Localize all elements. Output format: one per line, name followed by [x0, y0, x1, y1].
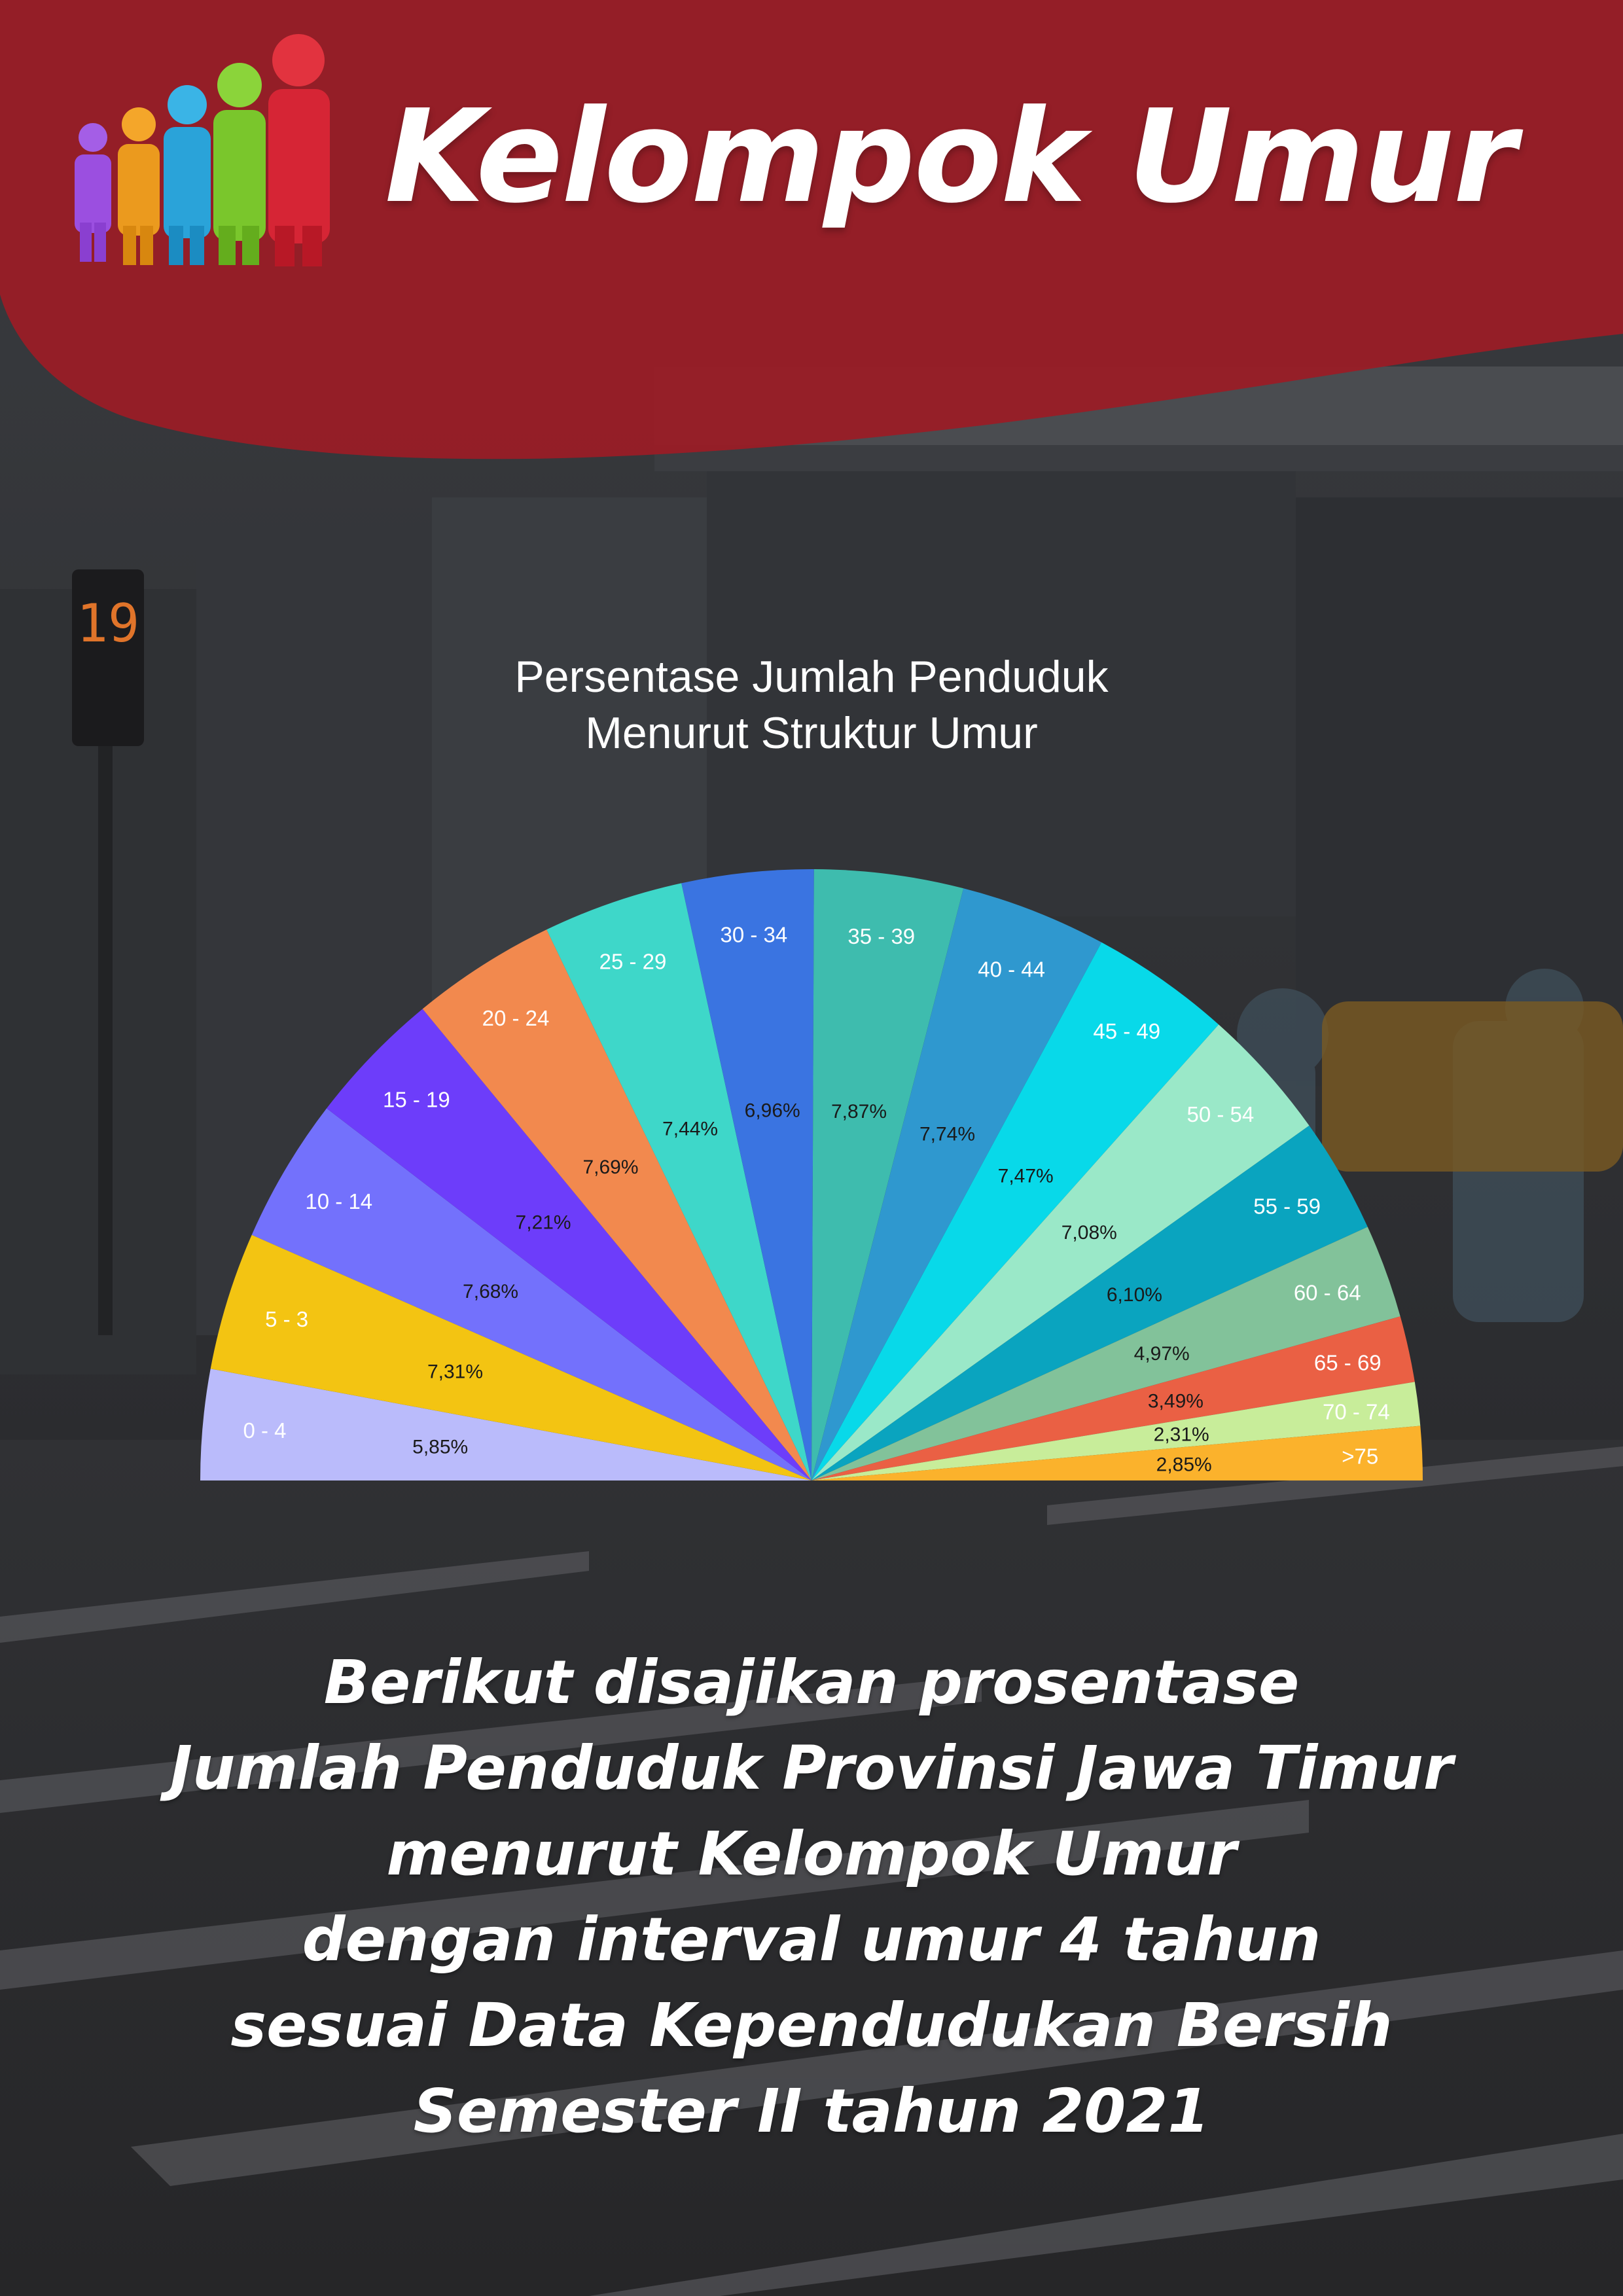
chart-category-label: 50 - 54	[1186, 1102, 1255, 1127]
chart-category-label: 25 - 29	[599, 949, 667, 974]
chart-value-label: 6,96%	[744, 1100, 800, 1122]
chart-category-label: 15 - 19	[383, 1087, 450, 1112]
chart-value-label: 7,74%	[919, 1123, 976, 1145]
chart-value-label: 7,44%	[662, 1118, 719, 1140]
chart-category-label: 10 - 14	[305, 1189, 373, 1213]
chart-category-label: 35 - 39	[847, 924, 916, 948]
chart-category-label: 60 - 64	[1293, 1280, 1361, 1305]
chart-value-label: 7,68%	[463, 1281, 519, 1302]
chart-value-label: 7,69%	[582, 1157, 639, 1178]
figure-orange	[118, 107, 160, 265]
figure-purple	[75, 123, 111, 262]
chart-value-label: 6,10%	[1106, 1284, 1162, 1306]
chart-value-label: 5,85%	[412, 1436, 469, 1458]
description-line: Berikut disajikan prosentase	[323, 1647, 1300, 1717]
chart-category-label: 70 - 74	[1323, 1399, 1390, 1424]
chart-value-label: 7,08%	[1061, 1221, 1117, 1244]
chart-value-label: 7,87%	[830, 1100, 887, 1122]
description-line: sesuai Data Kependudukan Bersih	[230, 1990, 1393, 2060]
chart-category-label: 40 - 44	[978, 957, 1045, 982]
chart-value-label: 7,47%	[997, 1165, 1054, 1187]
population-age-groups-icon	[65, 26, 353, 268]
chart-value-label: 3,49%	[1147, 1390, 1204, 1412]
chart-category-label: 0 - 4	[243, 1418, 287, 1443]
chart-value-label: 2,85%	[1156, 1454, 1212, 1476]
chart-category-label: 30 - 34	[720, 922, 788, 947]
chart-category-label: >75	[1342, 1444, 1379, 1469]
chart-category-label: 55 - 59	[1253, 1194, 1321, 1219]
description-line: Semester II tahun 2021	[413, 2076, 1210, 2146]
description-line: menurut Kelompok Umur	[386, 1819, 1237, 1889]
chart-category-label: 65 - 69	[1313, 1350, 1382, 1375]
page-title: Kelompok Umur	[385, 82, 1516, 232]
description-line: Jumlah Penduduk Provinsi Jawa Timur	[169, 1733, 1454, 1803]
chart-category-label: 5 - 3	[265, 1307, 309, 1332]
figure-red	[268, 34, 330, 266]
chart-title-line-1: Persentase Jumlah Penduduk	[514, 652, 1109, 702]
chart-value-label: 2,31%	[1153, 1424, 1209, 1446]
chart-title-line-2: Menurut Struktur Umur	[585, 708, 1038, 758]
chart-category-label: 45 - 49	[1093, 1019, 1161, 1044]
description-line: dengan interval umur 4 tahun	[302, 1905, 1321, 1975]
chart-slices	[200, 869, 1423, 1480]
chart-value-label: 7,21%	[515, 1211, 571, 1234]
chart-category-label: 20 - 24	[482, 1006, 550, 1031]
chart-value-label: 4,97%	[1133, 1342, 1190, 1365]
figure-blue	[164, 85, 211, 265]
chart-value-label: 7,31%	[427, 1361, 484, 1383]
description	[92, 1640, 1531, 2154]
age-structure-chart	[0, 628, 1623, 1518]
figure-green	[213, 63, 266, 265]
svg-text:19: 19	[76, 593, 140, 654]
